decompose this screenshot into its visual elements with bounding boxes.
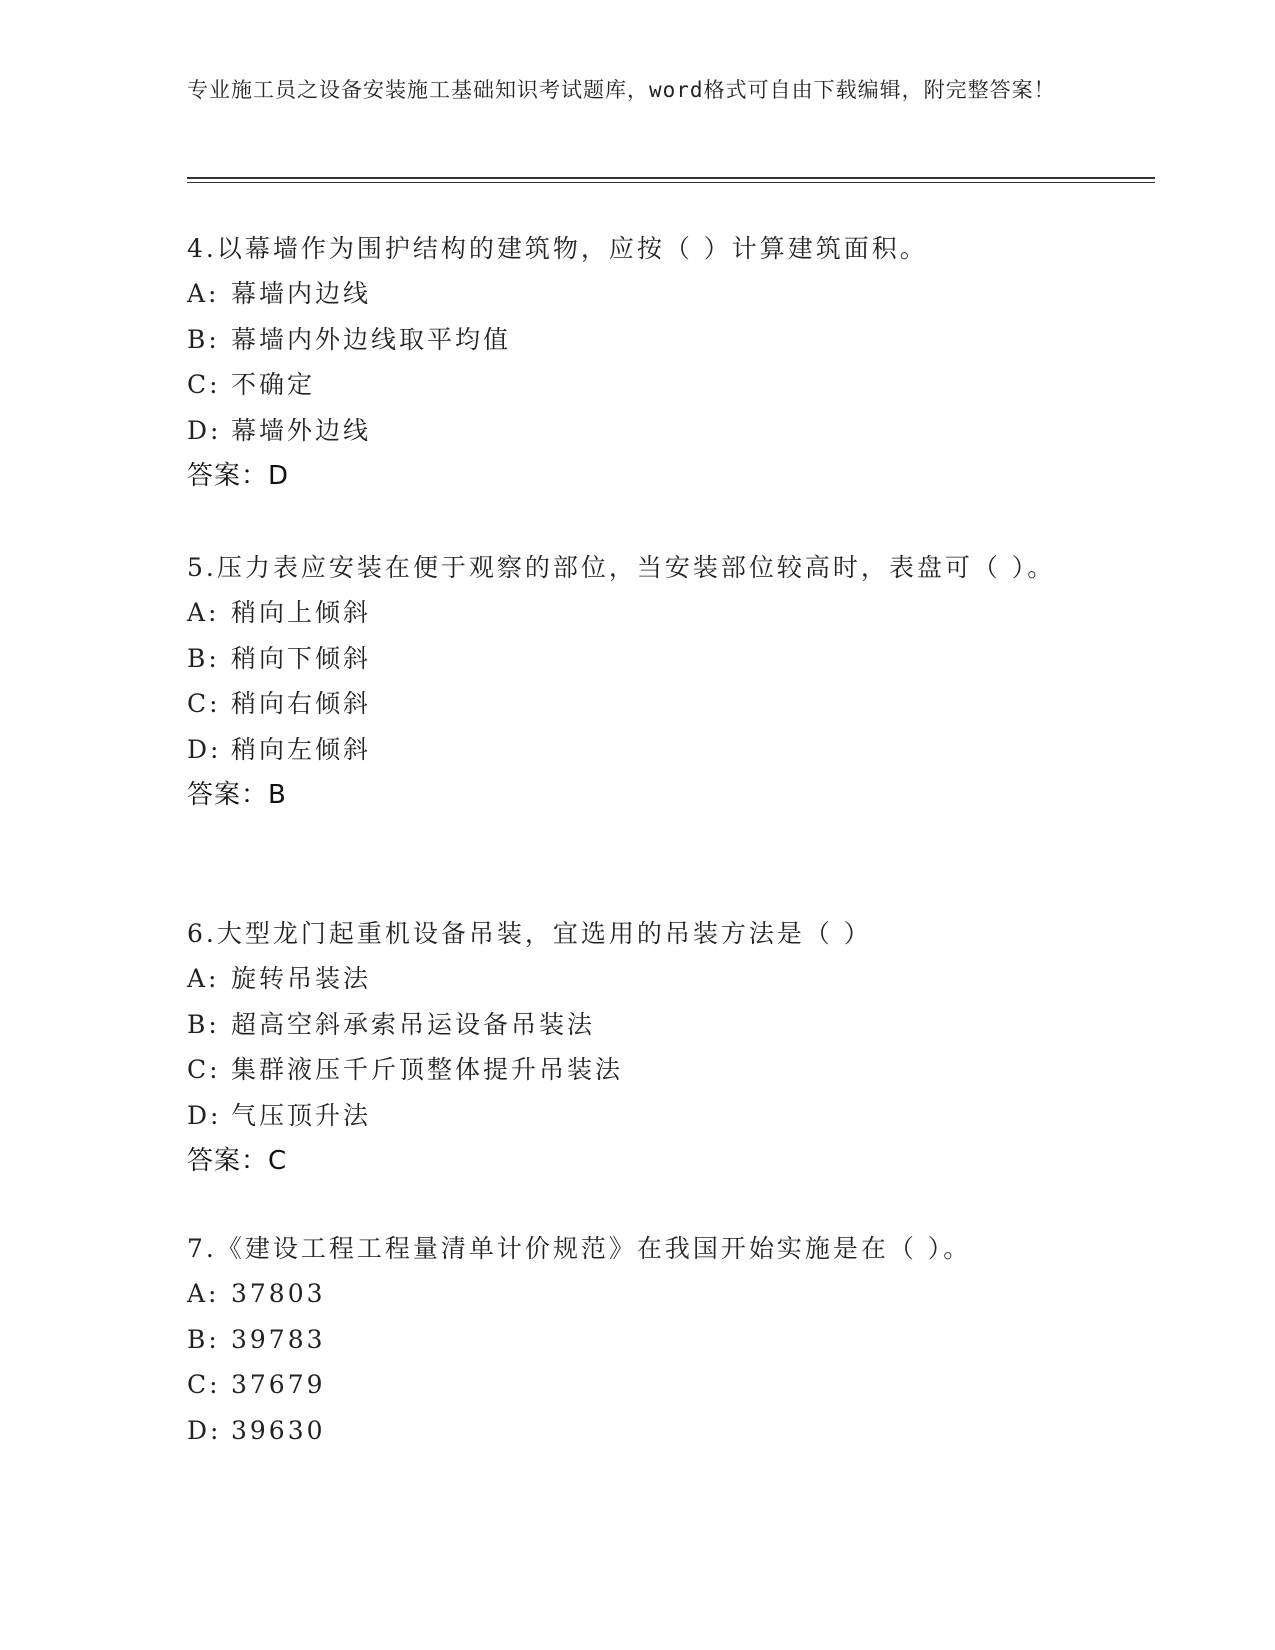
question-text: 7.《建设工程工程量清单计价规范》在我国开始实施是在（ ）。 [187,1234,972,1263]
question-text: 5.压力表应安装在便于观察的部位，当安装部位较高时，表盘可（ ）。 [187,553,1056,582]
option-text: 39630 [231,1415,326,1445]
option-letter: D: [187,1415,222,1445]
option-letter: C: [187,1055,221,1084]
question-7 [187,1227,1067,1453]
option-a [187,590,1067,636]
option-letter: C: [187,370,221,399]
option-b [187,636,1067,682]
option-d [187,1408,1067,1454]
option-letter: C: [187,689,221,718]
question-text: 6.大型龙门起重机设备吊装，宜选用的吊装方法是（ ） [187,919,872,948]
option-b [187,1317,1067,1363]
document-header: 专业施工员之设备安装施工基础知识考试题库，word格式可自由下载编辑，附完整答案！ [187,78,1056,102]
option-letter: B: [187,1324,220,1354]
answer-line: 答案：D [187,461,290,491]
option-text: 稍向左倾斜 [231,734,372,764]
answer-line: 答案：B [187,780,287,810]
option-c [187,1047,1067,1093]
question-4 [187,227,1067,499]
option-letter: D: [187,415,222,445]
option-letter: D: [187,734,222,764]
question-5 [187,546,1067,818]
option-b [187,317,1067,363]
option-d [187,408,1067,454]
option-text: 幕墙内外边线取平均值 [231,324,512,354]
option-text: 幕墙外边线 [231,415,372,445]
option-text: 幕墙内边线 [231,279,372,308]
answer-line: 答案：C [187,1146,288,1176]
option-d [187,727,1067,773]
option-text: 气压顶升法 [231,1100,372,1130]
option-letter: A: [187,1279,220,1308]
option-text: 稍向下倾斜 [231,643,372,673]
option-letter: C: [187,1370,221,1399]
option-letter: B: [187,324,220,354]
option-b [187,1002,1067,1048]
option-letter: B: [187,1009,220,1039]
question-text: 4.以幕墙作为围护结构的建筑物，应按（ ）计算建筑面积。 [187,234,928,263]
option-letter: D: [187,1100,222,1130]
header-divider-thin [187,182,1155,183]
option-a [187,956,1067,1002]
question-6 [187,912,1067,1184]
option-text: 37679 [231,1370,326,1399]
option-text: 稍向上倾斜 [231,598,372,627]
option-letter: A: [187,598,220,627]
option-text: 集群液压千斤顶整体提升吊装法 [231,1055,624,1084]
option-text: 超高空斜承索吊运设备吊装法 [231,1009,596,1039]
option-d [187,1093,1067,1139]
option-letter: B: [187,643,220,673]
header-divider-thick [187,177,1155,179]
option-text: 不确定 [231,370,316,399]
option-c [187,681,1067,727]
option-text: 旋转吊装法 [231,964,372,993]
option-text: 37803 [231,1279,326,1308]
option-c [187,1362,1067,1408]
option-a [187,1271,1067,1317]
option-letter: A: [187,279,220,308]
option-text: 稍向右倾斜 [231,689,372,718]
option-text: 39783 [231,1324,326,1354]
option-a [187,271,1067,317]
option-c [187,362,1067,408]
option-letter: A: [187,964,220,993]
